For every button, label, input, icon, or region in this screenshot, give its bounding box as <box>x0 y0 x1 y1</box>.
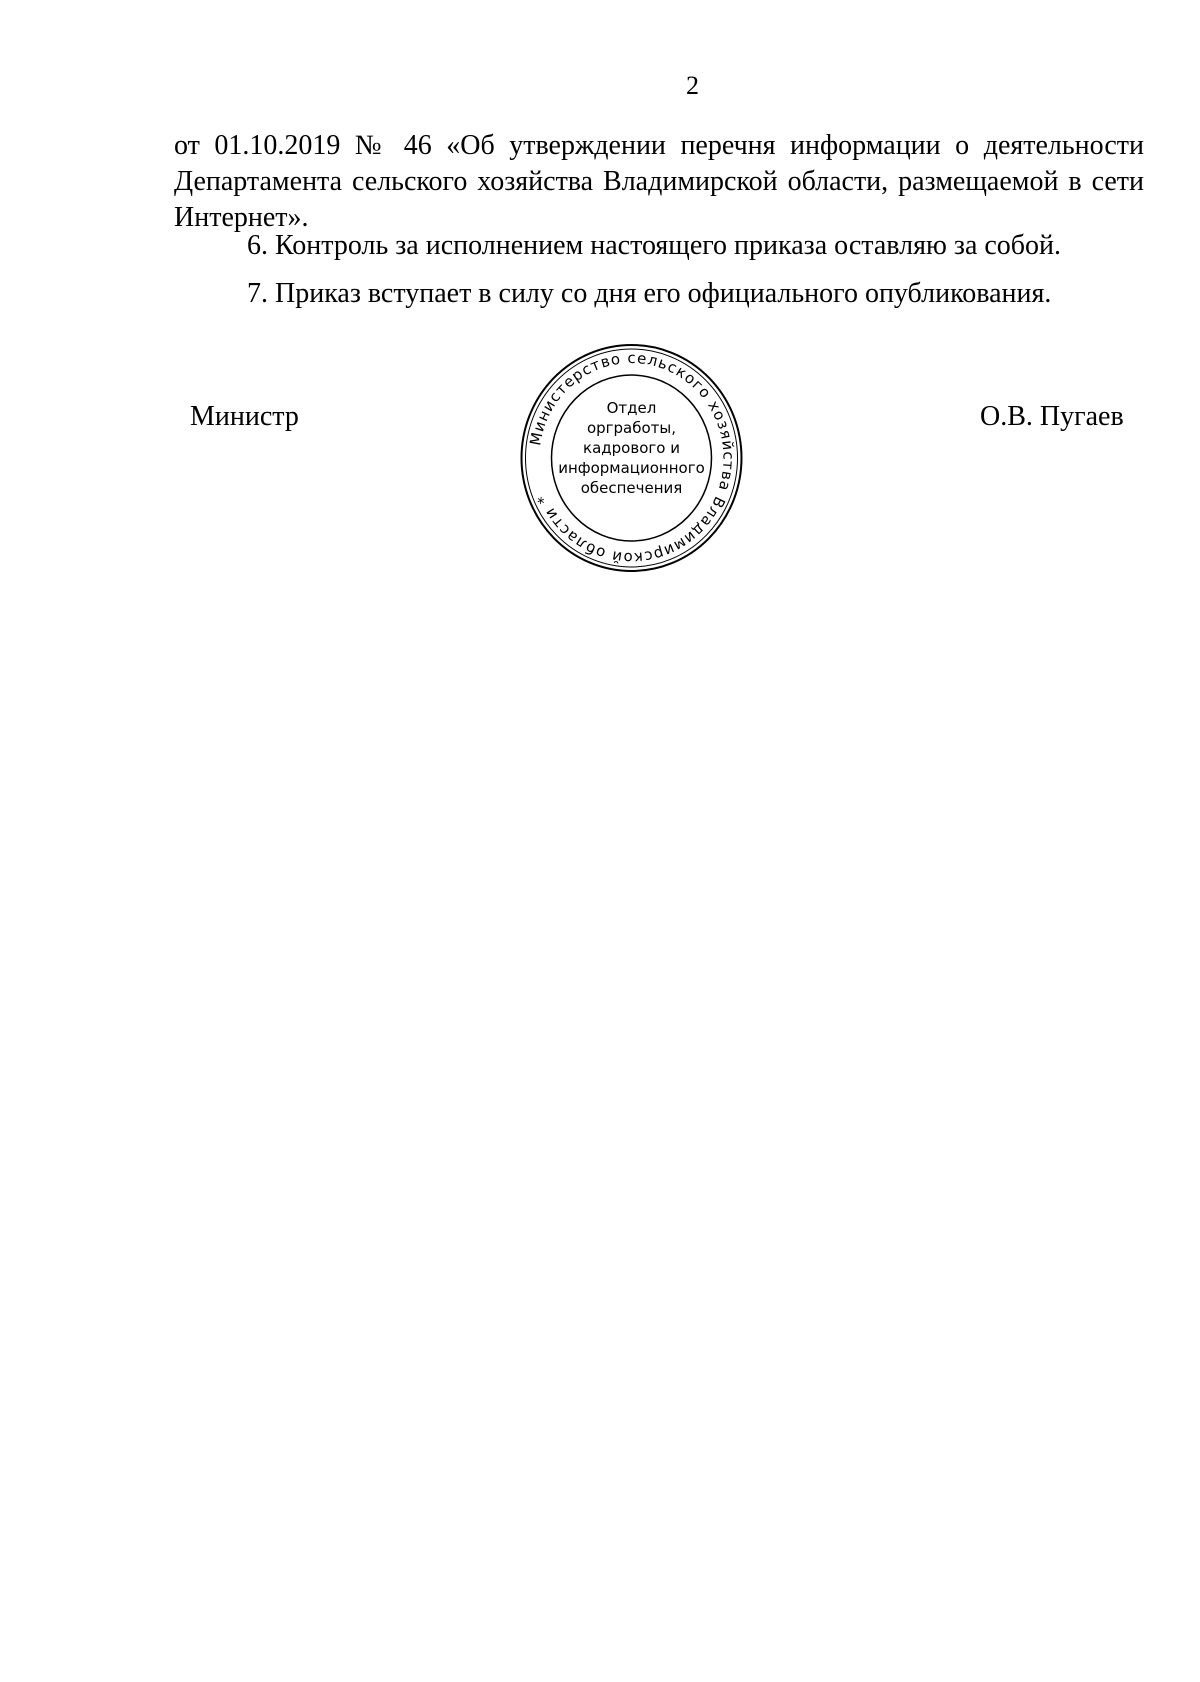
paragraph-line: от 01.10.2019 № 46 «Об утверждении перечня информации о деятельности <box>174 130 1144 161</box>
stamp-inner-line: оргработы, <box>586 419 677 437</box>
continuation-paragraph <box>174 128 1144 236</box>
stamp-inner-line: обеспечения <box>580 479 683 497</box>
paragraph-line: Интернет». <box>174 202 309 233</box>
signatory-position: Министр <box>190 401 299 432</box>
paragraph-line: Департамента сельского хозяйства Владимирской области, размещаемой в сети <box>174 166 1144 197</box>
stamp-inner-line: Отдел <box>606 399 657 417</box>
stamp-outer-text: Министерство сельского хозяйства Владимирской области * <box>526 348 738 568</box>
signatory-name: О.В. Пугаев <box>980 401 1124 432</box>
stamp-inner-line: информационного <box>558 459 705 477</box>
stamp-inner-line: кадрового и <box>583 439 680 457</box>
item-6-text: 6. Контроль за исполнением настоящего приказа оставляю за собой. <box>247 230 1062 261</box>
item-7-text: 7. Приказ вступает в силу со дня его официального опубликования. <box>247 278 1052 309</box>
official-stamp <box>519 343 744 573</box>
page-number: 2 <box>686 71 699 100</box>
